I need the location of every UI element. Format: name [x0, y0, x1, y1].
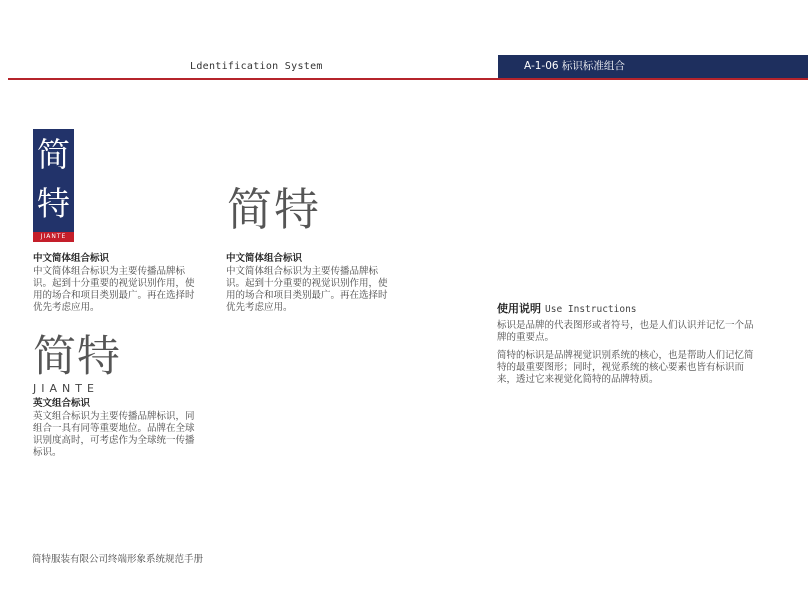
usage-instructions — [497, 300, 757, 392]
instructions-paragraph-1: 标识是品牌的代表图形或者符号，也是人们认识并记忆一个品牌的重要点。 — [497, 320, 754, 343]
description-body: 中文简体组合标识为主要传播品牌标识。起到十分重要的视觉识别作用，使用的场合和项目类别最广。再在选择时优先考虑应用。 — [226, 266, 388, 313]
description-block-english — [33, 398, 198, 459]
section-tab: A-1-06 标识标准组合 — [498, 55, 808, 78]
logo-char-2: 特 — [37, 184, 70, 223]
footer-text: 简特服装有限公司终端形象系统规范手册 — [32, 554, 204, 565]
horizontal-logo: 简特 — [227, 183, 322, 236]
description-block-vertical — [33, 253, 198, 314]
description-body: 英文组合标识为主要传播品牌标识，同组合一具有同等重要地位。品牌在全球识别度高时，可考虑作为全球统一传播标识。 — [33, 411, 195, 458]
english-logo-pinyin: JIANTE — [33, 382, 99, 395]
header-title: Ldentification System — [190, 61, 323, 72]
instructions-title-cn: 使用说明 — [497, 302, 541, 315]
logo-pinyin-strip: JIANTE — [33, 232, 74, 242]
vertical-logo — [33, 129, 74, 242]
instructions-title-en: Use Instructions — [545, 304, 637, 315]
logo-char-1: 简 — [37, 135, 70, 174]
instructions-title — [497, 300, 757, 316]
description-body: 中文简体组合标识为主要传播品牌标识。起到十分重要的视觉识别作用，使用的场合和项目类别最广。再在选择时优先考虑应用。 — [33, 266, 195, 313]
description-block-horizontal — [226, 253, 391, 314]
instructions-paragraph-2: 简特的标识是品牌视觉识别系统的核心，也是帮助人们记忆简特的最重要图形；同时，视觉系统的核心要素也皆有标识而来，透过它来视觉化简特的品牌特质。 — [497, 350, 754, 385]
header-rule — [8, 78, 808, 80]
english-logo-chinese: 简特 — [33, 332, 121, 382]
description-heading: 中文简体组合标识 — [33, 253, 110, 264]
english-combo-logo — [33, 332, 123, 395]
description-heading: 中文简体组合标识 — [226, 253, 303, 264]
description-heading: 英文组合标识 — [33, 398, 91, 409]
